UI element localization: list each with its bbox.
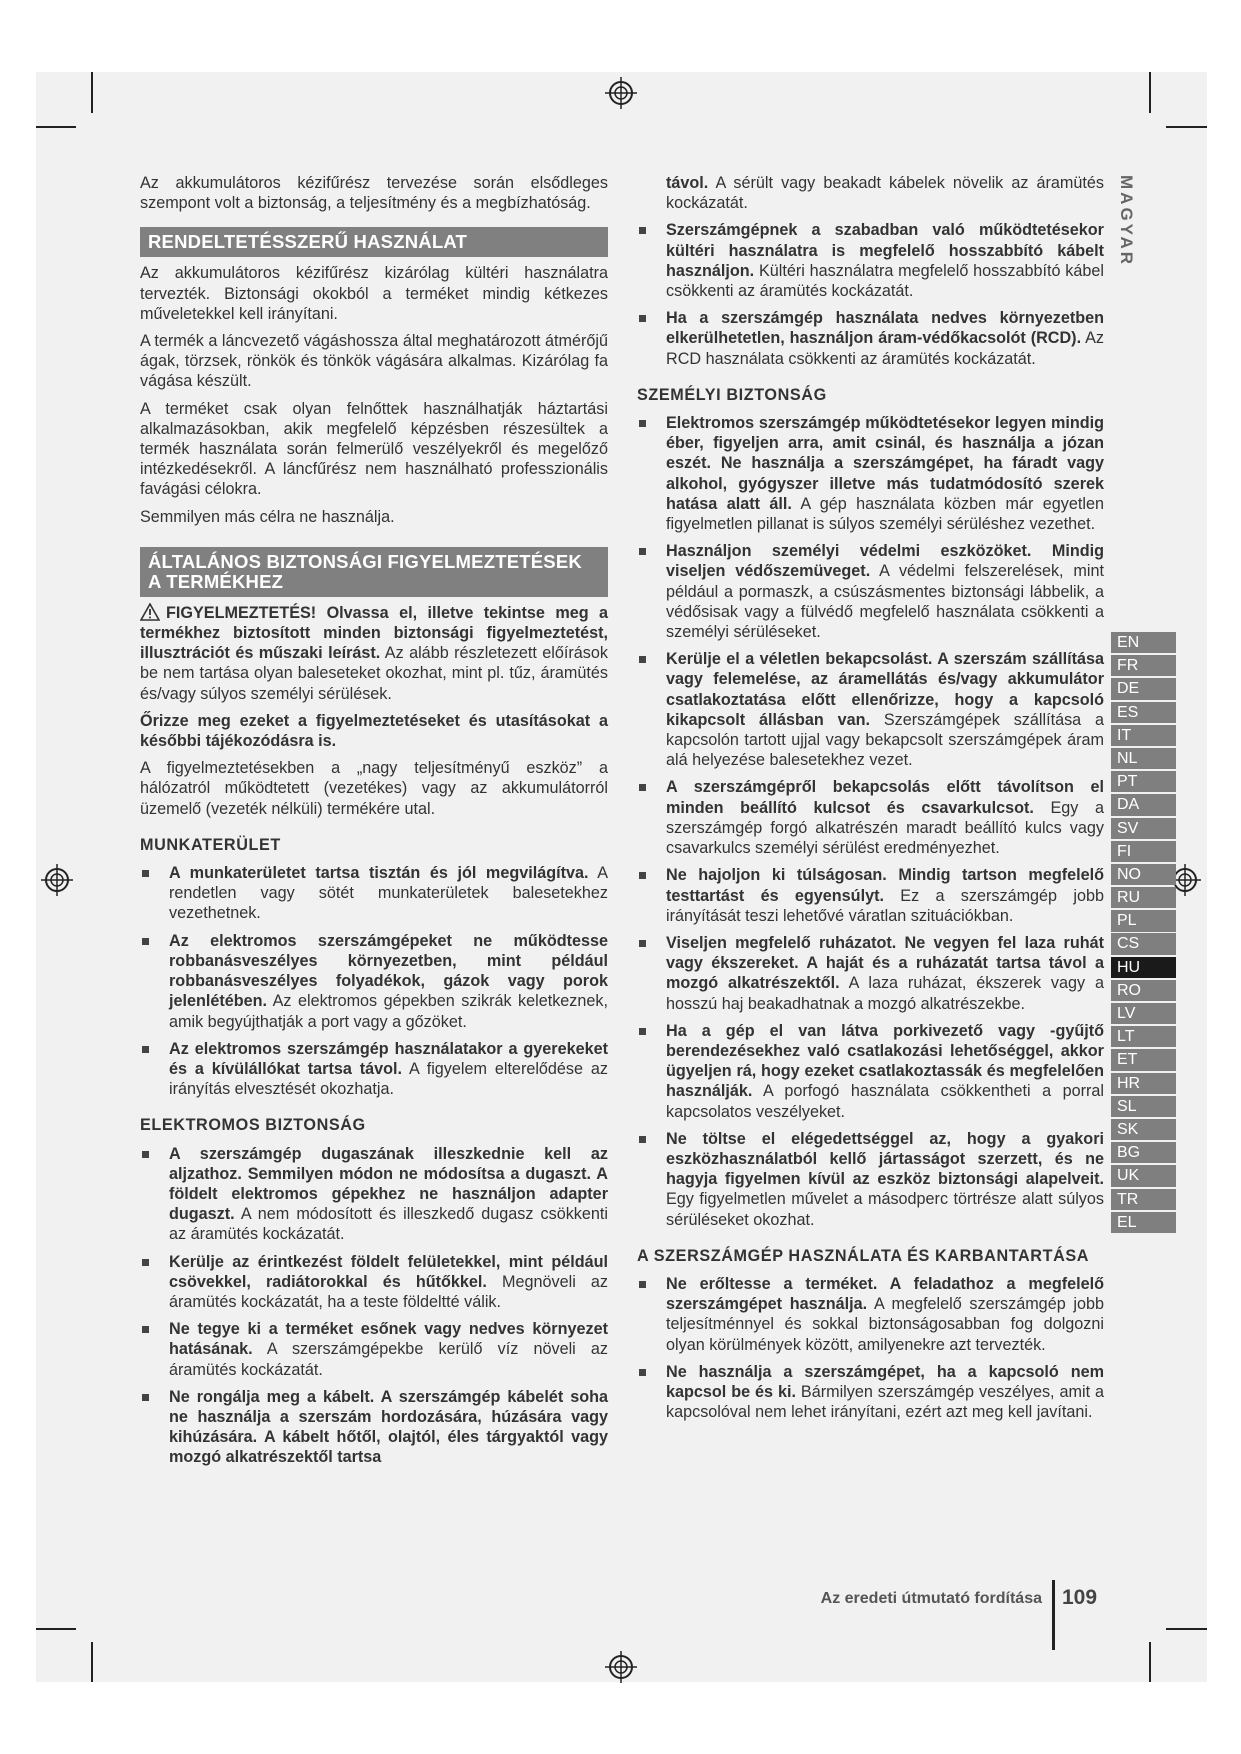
list-item-text: Szerszámgépek szállítása a kapcsolón tartott ujjal vagy bekapcsolt szerszámgépek áram alá helyezése balesetekhez vezet. (666, 710, 1105, 770)
page-number: 109 (1062, 1586, 1098, 1609)
subheading-work-area: MUNKATERÜLET (140, 835, 281, 854)
registration-mark-icon (40, 863, 74, 897)
list-item-bold: Az elektromos szerszámgépeket ne működtesse robbanásveszélyes környezetben, mint például robbanásveszélyes folyadékok, gázok vagy porok jelenlétében. (169, 931, 608, 1011)
list-item (140, 1252, 608, 1313)
language-tab-cs[interactable]: CS (1111, 933, 1176, 954)
list-item-bold: Ne töltse el elégedettséggel az, hogy a gyakori eszközhasználatból kellő jártasságot szerzett, és ne hagyja figyelmen kívül az eszköz biztonsági alapelveit. (666, 1129, 1104, 1189)
list-item-text: Az RCD használata csökkenti az áramütés kockázatát. (666, 329, 1104, 368)
list-item (637, 865, 1104, 926)
list-item-bold: Ne használja a szerszámgépet, ha a kapcsoló nem kapcsol be és ki. (666, 1362, 1104, 1401)
continued-bold: távol. (666, 174, 709, 192)
list-item-text: Egy figyelmetlen művelet a másodperc törtrésze alatt súlyos sérüléseket okozhat. (666, 1190, 1104, 1229)
list-item-text: Kültéri használatra megfelelő hosszabbító kábel csökkenti az áramütés kockázatát. (666, 261, 1104, 301)
list-item-bold: A munkaterületet tartsa tisztán és jól megvilágítva. (169, 864, 589, 883)
warning-paragraph (140, 603, 608, 704)
crop-mark (1149, 1642, 1151, 1682)
language-tab-sk[interactable]: SK (1111, 1119, 1176, 1140)
list-item (637, 220, 1104, 301)
list-item-bold: Ne rongálja meg a kábelt. A szerszámgép kábelét soha ne használja a szerszám hordozására, húzására vagy kihúzására. A kábelt hőtől, olajtól, éles tárgyaktól vagy mozgó alkatrészektől tartsa (169, 1387, 608, 1467)
list-item (637, 413, 1104, 534)
language-tab-lv[interactable]: LV (1111, 1003, 1176, 1024)
list-item (140, 863, 608, 924)
intended-use-paragraph: A terméket csak olyan felnőttek használhatják háztartási alkalmazásokban, akik megfelelő képzésben részesültek a termék használata során felmerülő veszélyekről és megelőző intézkedésekről. A láncfűrész nem használható professzionális favágási célokra. (140, 399, 608, 499)
language-tab-de[interactable]: DE (1111, 678, 1176, 699)
language-tab-da[interactable]: DA (1111, 794, 1176, 815)
subheading-tool-use-maintenance: A SZERSZÁMGÉP HASZNÁLATA ÉS KARBANTARTÁSA (637, 1246, 1090, 1265)
crop-mark (91, 72, 93, 113)
registration-mark-icon (604, 1650, 638, 1684)
list-item (140, 1387, 608, 1468)
language-tab-hu[interactable]: HU (1111, 957, 1176, 978)
list-item-text: Bármilyen szerszámgép veszélyes, amit a kapcsolóval nem lehet irányítani, ezért azt meg kell javítani. (666, 1382, 1104, 1422)
footer-divider (1052, 1580, 1055, 1650)
language-tab-tr[interactable]: TR (1111, 1189, 1176, 1210)
list-item-bold: Kerülje el a véletlen bekapcsolást. A szerszám szállítása vagy felemelése, az áramellátás és/vagy akkumulátor csatlakoztatása előtt ellenőrizze, hogy a kapcsoló kikapcsolt állásban van. (666, 650, 1104, 729)
language-tab-el[interactable]: EL (1111, 1212, 1176, 1233)
language-tab-en[interactable]: EN (1111, 632, 1176, 653)
language-tab-it[interactable]: IT (1111, 725, 1176, 746)
intro-paragraph: Az akkumulátoros kézifűrész tervezése során elsődleges szempont volt a biztonság, a teljesítmény és a megbízhatóság. (140, 174, 608, 213)
language-tab-es[interactable]: ES (1111, 702, 1176, 723)
language-tab-nl[interactable]: NL (1111, 748, 1176, 769)
list-item (140, 931, 608, 1032)
subheading-personal-safety: SZEMÉLYI BIZTONSÁG (637, 385, 827, 404)
list-item-bold: Használjon személyi védelmi eszközöket. Mindig viseljen védőszemüveget. (666, 542, 1104, 581)
language-tab-ro[interactable]: RO (1111, 980, 1176, 1001)
language-tab-bg[interactable]: BG (1111, 1142, 1176, 1163)
list-item-bold: Ha a szerszámgép használata nedves környezetben elkerülhetetlen, használjon áram-védőkacsolót (RCD). (666, 309, 1104, 348)
intended-use-paragraph: Semmilyen más célra ne használja. (140, 507, 395, 526)
list-item-bold: Viseljen megfelelő ruházatot. Ne vegyen fel laza ruhát vagy ékszereket. A haját és a ruházatát tartsa távol a mozgó alkatrészektől. (666, 933, 1104, 993)
language-tab-hr[interactable]: HR (1111, 1073, 1176, 1094)
list-item-text: A szerszámgépekbe kerülő víz növeli az áramütés kockázatát. (169, 1340, 608, 1379)
list-item-bold: Ne erőltesse a terméket. A feladathoz a megfelelő szerszámgépet használja. (666, 1274, 1104, 1314)
left-column (140, 173, 608, 1475)
right-column (637, 173, 1104, 1429)
list-item (637, 1362, 1104, 1423)
list-item-text: Ez a szerszámgép jobb irányítását teszi lehetővé váratlan szituációkban. (666, 886, 1104, 925)
language-tab-pt[interactable]: PT (1111, 771, 1176, 792)
crop-mark (1149, 72, 1151, 113)
list-item (140, 1144, 608, 1245)
list-item-bold: Ne tegye ki a terméket esőnek vagy nedves környezet hatásának. (169, 1320, 608, 1359)
list-item-bold: Ha a gép el van látva porkivezető vagy -gyűjtő berendezésekhez való csatlakozási lehetőséggel, akkor ügyeljen rá, hogy ezeket csatlakoztassák és megfelelően használják. (666, 1021, 1104, 1101)
crop-mark (1166, 126, 1207, 128)
list-item-text: A gép használata közben már egyetlen figyelmetlen pillanat is súlyos személyi sérüléshez vezethet. (666, 494, 1104, 534)
list-item-text: A nem módosított és illeszkedő dugasz csökkenti az áramütés kockázatát. (169, 1205, 608, 1244)
list-item-bold: A szerszámgépről bekapcsolás előtt távolítson el minden beállító kulcsot és csavarkulcsot. (666, 778, 1104, 817)
crop-mark (1166, 1628, 1207, 1630)
crop-mark (36, 126, 76, 128)
warning-triangle-icon (140, 603, 160, 621)
language-side-label (1117, 175, 1151, 275)
warning-text: Az alább részletezett előírások be nem tartása olyan baleseteket okozhat, mint pl. tűz, áramütés és/vagy súlyos személyi sérülések. (140, 644, 608, 703)
side-label-text: MAGYAR (1117, 175, 1136, 267)
language-tab-fi[interactable]: FI (1111, 841, 1176, 862)
subheading-electrical-safety: ELEKTROMOS BIZTONSÁG (140, 1116, 366, 1135)
list-item-text: A porfogó használata csökkentheti a porral kapcsolatos veszélyeket. (666, 1082, 1104, 1121)
power-tool-definition: A figyelmeztetésekben a „nagy teljesítményű eszköz” a hálózatról működtetett (vezetékes) vagy az akkumulátorról üzemelő (vezeték nélküli) termékére utal. (140, 759, 608, 818)
continued-paragraph (637, 173, 1104, 213)
language-tab-no[interactable]: NO (1111, 864, 1176, 885)
list-item-text: Megnöveli az áramütés kockázatát, ha a teste földeltté válik. (169, 1272, 608, 1311)
list-item (637, 308, 1104, 369)
language-tab-pl[interactable]: PL (1111, 910, 1176, 931)
language-tab-uk[interactable]: UK (1111, 1165, 1176, 1186)
list-item-text: Egy a szerszámgép forgó alkatrészén maradt beállító kulcs vagy csavarkulcs személyi sérülést eredményezhet. (666, 798, 1104, 858)
intended-use-paragraph: A termék a láncvezető vágáshossza által meghatározott átmérőjű ágak, törzsek, rönkök és tönkök vágására alkalmas. Kizárólag fa vágása készült. (140, 332, 608, 391)
list-item-text: A védelmi felszerelések, mint például a pormaszk, a csúszásmentes biztonsági lábbelik, a védősisak vagy a fülvédő megfelelő használata csökkenti a személyi sérüléseket. (666, 562, 1104, 642)
list-item (140, 1319, 608, 1380)
language-tab-sl[interactable]: SL (1111, 1096, 1176, 1117)
language-tab-lt[interactable]: LT (1111, 1026, 1176, 1047)
list-item-text: A laza ruházat, ékszerek vagy a hosszú haj beakadhatnak a mozgó alkatrészekbe. (666, 974, 1104, 1013)
language-tab-et[interactable]: ET (1111, 1049, 1176, 1070)
list-item (637, 541, 1104, 642)
list-item-bold: Ne hajoljon ki túlságosan. Mindig tartson megfelelő testtartást és egyensúlyt. (666, 866, 1104, 905)
list-item-text: A figyelem elterelődése az irányítás elvesztését okozhatja. (169, 1059, 608, 1099)
warning-bold-text: FIGYELMEZTETÉS! Olvassa el, illetve tekintse meg a termékhez biztosított minden biztonsági figyelmeztetést, illusztrációt és műszaki leírást. (140, 603, 608, 663)
crop-mark (91, 1642, 93, 1682)
list-item (637, 1129, 1104, 1230)
list-item (637, 1021, 1104, 1122)
list-item-text: A rendetlen vagy sötét munkaterületek balesetekhez vezethetnek. (169, 864, 608, 923)
list-item-text: A megfelelő szerszámgép jobb teljesítménnyel és sokkal biztonságosabban fog dolgozni olyan körülmények között, amilyenekre azt tervezték. (666, 1295, 1104, 1354)
language-tab-sv[interactable]: SV (1111, 818, 1176, 839)
list-item-bold: Elektromos szerszámgép működtetésekor legyen mindig éber, figyeljen arra, amit csinál, és használja a józan eszét. Ne használja a szerszámgépet, ha fáradt vagy alkohol, gyógyszer illetve más tudatmódosító szerek hatása alatt áll. (666, 414, 1104, 513)
keep-instructions-note: Őrizze meg ezeket a figyelmeztetéseket és utasításokat a későbbi tájékozódásra is. (140, 711, 608, 751)
list-item-text: Az elektromos gépekben szikrák keletkeznek, amik begyújthatják a port vagy a gőzöket. (169, 992, 608, 1031)
section-banner-safety-warnings: ÁLTALÁNOS BIZTONSÁGI FIGYELMEZTETÉSEK A TERMÉKHEZ (140, 547, 608, 597)
intended-use-paragraph: Az akkumulátoros kézifűrész kizárólag kültéri használatra tervezték. Biztonsági okokból a terméket mindig kétkezes műveletekkel kell irányítani. (140, 264, 608, 323)
list-item (637, 649, 1104, 770)
section-banner-intended-use: RENDELTETÉSSZERŰ HASZNÁLAT (140, 227, 608, 257)
footer-note: Az eredeti útmutató fordítása (820, 1590, 1042, 1607)
language-tab-fr[interactable]: FR (1111, 655, 1176, 676)
crop-mark (36, 1628, 76, 1630)
list-item (140, 1039, 608, 1100)
list-item-bold: Kerülje az érintkezést földelt felületekkel, mint például csövekkel, radiátorokkal és hűtőkkel. (169, 1252, 608, 1291)
list-item-bold: Az elektromos szerszámgép használatakor a gyerekeket és a kívülállókat tartsa távol. (169, 1039, 608, 1078)
list-item (637, 777, 1104, 858)
list-item (637, 1274, 1104, 1355)
continued-text: A sérült vagy beakadt kábelek növelik az áramütés kockázatát. (666, 174, 1104, 213)
registration-mark-icon (604, 76, 638, 110)
list-item-bold: A szerszámgép dugaszának illeszkednie kell az aljzathoz. Semmilyen módon ne módosítsa a dugaszt. A földelt elektromos gépekhez ne használjon adapter dugaszt. (169, 1144, 608, 1224)
language-tab-ru[interactable]: RU (1111, 887, 1176, 908)
list-item-bold: Szerszámgépnek a szabadban való működtetésekor kültéri használatra is megfelelő hosszabbító kábelt használjon. (666, 221, 1104, 280)
language-tab-list (1111, 632, 1176, 1235)
list-item (637, 933, 1104, 1014)
